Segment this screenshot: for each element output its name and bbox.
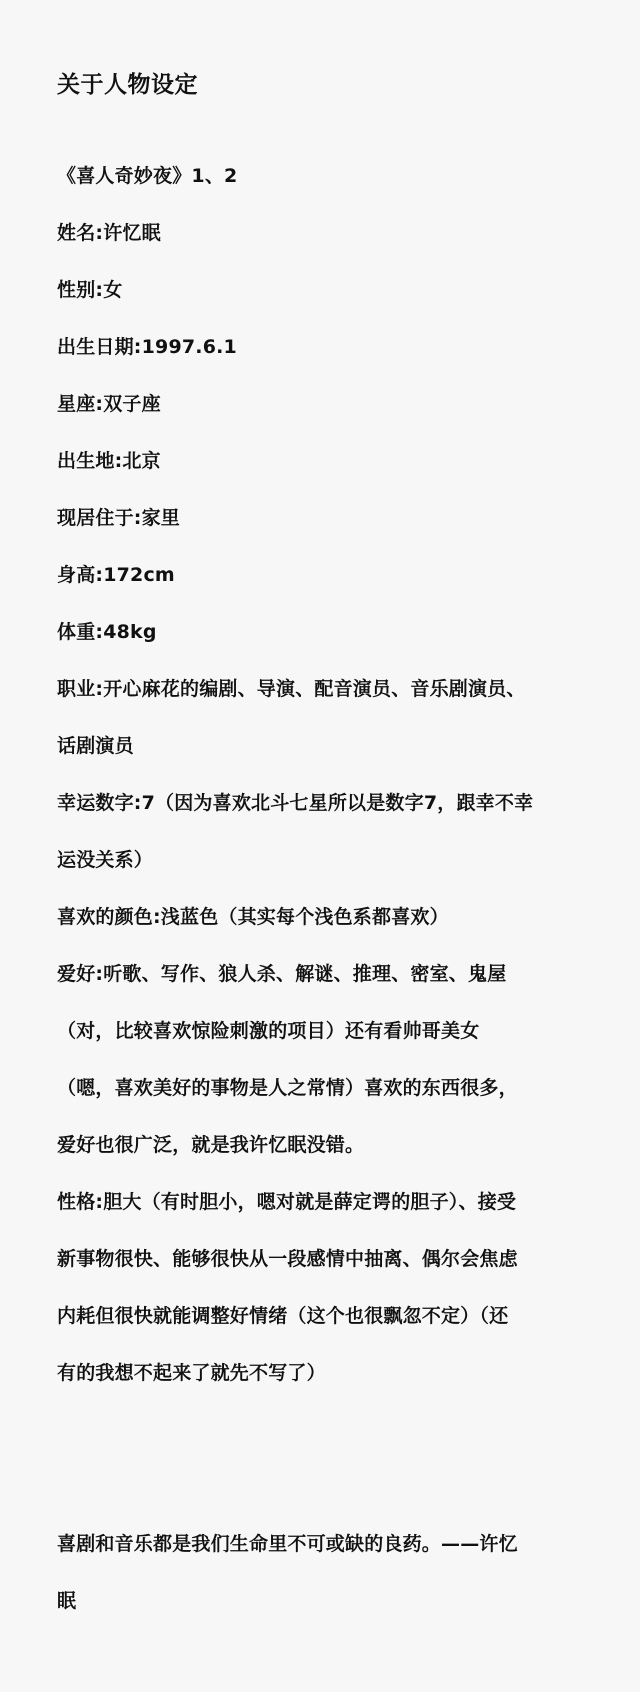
text-line: 现居住于:家里 xyxy=(57,507,180,529)
text-line: 爱好也很广泛，就是我许忆眠没错。 xyxy=(57,1134,365,1156)
profile-content xyxy=(57,148,595,1630)
text-line: 出生日期:1997.6.1 xyxy=(57,336,237,358)
text-line: 体重:48kg xyxy=(57,621,157,643)
text-line: （对，比较喜欢惊险刺激的项目）还有看帅哥美女 xyxy=(57,1020,480,1042)
text-line: 出生地:北京 xyxy=(57,450,161,472)
page-title: 关于人物设定 xyxy=(57,72,198,98)
text-line: 话剧演员 xyxy=(57,735,134,757)
text-line: 新事物很快、能够很快从一段感情中抽离、偶尔会焦虑 xyxy=(57,1248,518,1270)
text-line: 喜欢的颜色:浅蓝色（其实每个浅色系都喜欢） xyxy=(57,906,449,928)
text-line: 身高:172cm xyxy=(57,564,175,586)
text-line: 内耗但很快就能调整好情绪（这个也很飘忽不定）（还 xyxy=(57,1305,509,1327)
text-line: 幸运数字:7（因为喜欢北斗七星所以是数字7，跟幸不幸 xyxy=(57,792,534,814)
text-line: 《喜人奇妙夜》1、2 xyxy=(57,165,238,187)
quote-line: 眠 xyxy=(57,1590,77,1612)
text-line: 星座:双子座 xyxy=(57,393,161,415)
text-line: 职业:开心麻花的编剧、导演、配音演员、音乐剧演员、 xyxy=(57,678,526,700)
section-spacer xyxy=(57,1402,595,1516)
quote-line: 喜剧和音乐都是我们生命里不可或缺的良药。——许忆 xyxy=(57,1533,518,1555)
text-line: 性别:女 xyxy=(57,279,123,301)
text-line: 运没关系） xyxy=(57,849,154,871)
text-line: （嗯，喜欢美好的事物是人之常情）喜欢的东西很多， xyxy=(57,1077,518,1099)
text-line: 爱好:听歌、写作、狼人杀、解谜、推理、密室、鬼屋 xyxy=(57,963,507,985)
text-line: 性格:胆大（有时胆小，嗯对就是薛定谔的胆子）、接受 xyxy=(57,1191,517,1213)
text-line: 有的我想不起来了就先不写了） xyxy=(57,1362,326,1384)
text-line: 姓名:许忆眠 xyxy=(57,222,161,244)
